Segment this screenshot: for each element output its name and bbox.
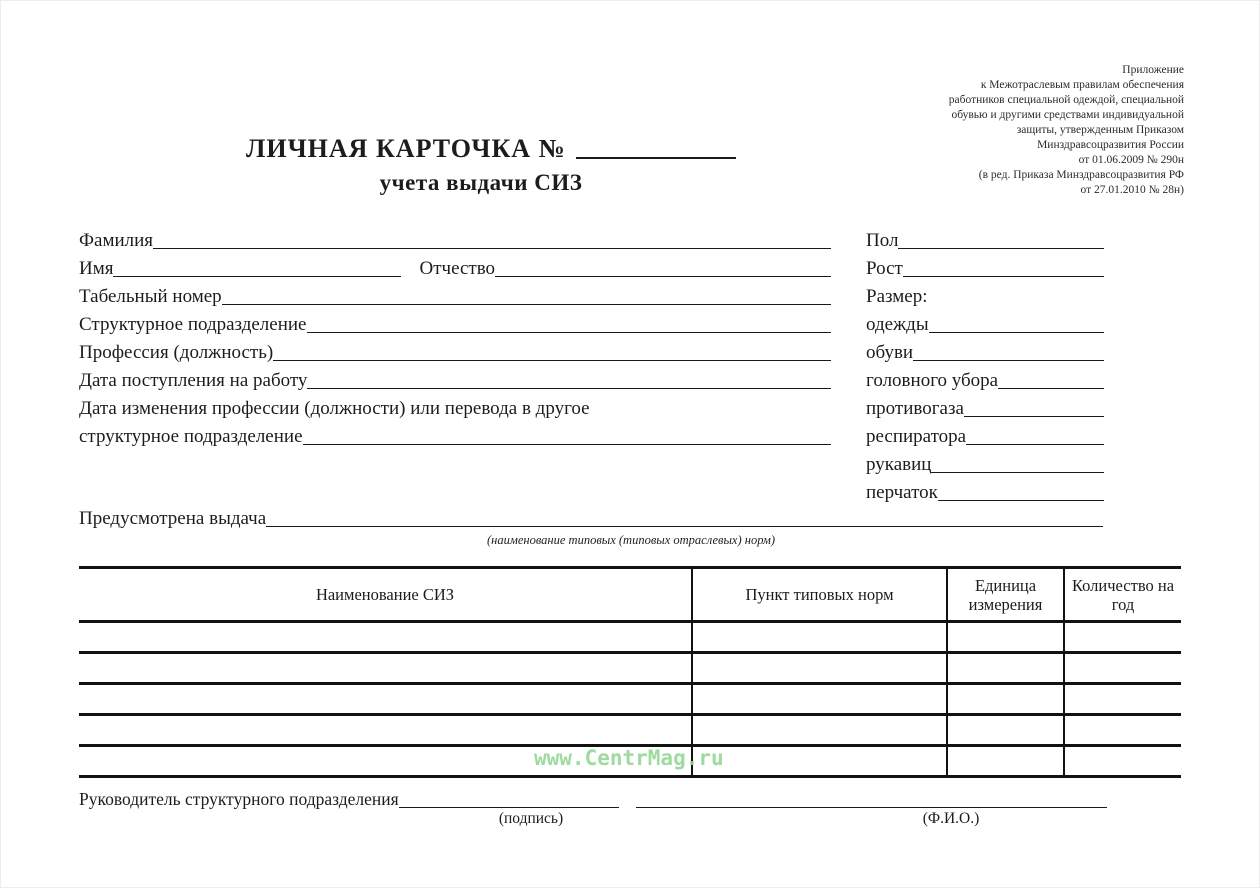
clothing-size-row [866, 311, 1104, 339]
fullname-caption: (Ф.И.О.) [922, 810, 980, 827]
table-cell[interactable] [946, 716, 1063, 744]
table-row [79, 623, 1181, 654]
mittens-size-row [866, 451, 1104, 479]
form-title: ЛИЧНАЯ КАРТОЧКА № [246, 134, 566, 163]
table-cell[interactable] [946, 685, 1063, 713]
table-row [79, 716, 1181, 747]
table-cell[interactable] [691, 654, 946, 682]
fullname-blank[interactable] [636, 802, 1107, 808]
patronymic-label: Отчество [419, 258, 496, 279]
gas-mask-size-label: противогаза [866, 398, 964, 419]
headgear-size-blank[interactable] [998, 383, 1104, 389]
size-header-row [866, 283, 1104, 311]
signature-caption: (подпись) [498, 810, 564, 827]
change-department-blank[interactable] [303, 439, 831, 445]
respirator-size-row [866, 423, 1104, 451]
personnel-number-blank[interactable] [222, 299, 831, 305]
supervisor-label: Руководитель структурного подразделения [79, 789, 399, 809]
issue-row [79, 505, 1103, 533]
change-department-label: структурное подразделение [79, 426, 303, 447]
appendix-reference [824, 63, 1184, 198]
personnel-number-label: Табельный номер [79, 286, 222, 307]
first-name-blank[interactable] [113, 271, 401, 277]
sex-label: Пол [866, 230, 899, 251]
profession-row [79, 339, 831, 367]
title-block [246, 134, 716, 196]
size-header-label: Размер: [866, 286, 928, 307]
department-label: Структурное подразделение [79, 314, 307, 335]
change-date-row [79, 395, 831, 423]
card-number-blank[interactable] [576, 151, 736, 159]
appendix-line: от 01.06.2009 № 290н [1078, 154, 1184, 166]
table-cell[interactable] [946, 654, 1063, 682]
headgear-size-label: головного убора [866, 370, 999, 391]
gloves-size-blank[interactable] [938, 495, 1104, 501]
issue-note: (наименование типовых (типовых отраслевых) норм) [487, 533, 775, 547]
form-subtitle: учета выдачи СИЗ [379, 170, 583, 195]
change-date-label: Дата изменения профессии (должности) или перевода в другое [79, 398, 590, 419]
table-cell[interactable] [1063, 654, 1181, 682]
table-cell[interactable] [946, 623, 1063, 651]
signature-blank[interactable] [399, 802, 619, 808]
hire-date-row [79, 367, 831, 395]
footer-row [79, 785, 1107, 813]
footwear-size-label: обуви [866, 342, 914, 363]
table-cell[interactable] [691, 623, 946, 651]
size-fields [866, 227, 1104, 507]
department-blank[interactable] [307, 327, 832, 333]
gas-mask-size-blank[interactable] [964, 411, 1104, 417]
department-row [79, 311, 831, 339]
employee-fields [79, 227, 831, 451]
table-cell[interactable] [691, 685, 946, 713]
mittens-size-label: рукавиц [866, 454, 932, 475]
table-cell[interactable] [1063, 623, 1181, 651]
table-cell[interactable] [79, 685, 691, 713]
profession-blank[interactable] [273, 355, 831, 361]
gas-mask-size-row [866, 395, 1104, 423]
header-norm-point: Пункт типовых норм [691, 569, 946, 620]
patronymic-blank[interactable] [495, 271, 831, 277]
respirator-size-blank[interactable] [966, 439, 1104, 445]
appendix-line: защиты, утвержденным Приказом [1016, 124, 1184, 136]
issue-label: Предусмотрена выдача [79, 508, 267, 529]
table-cell[interactable] [1063, 716, 1181, 744]
respirator-size-label: респиратора [866, 426, 967, 447]
appendix-line: Приложение [1122, 64, 1184, 76]
appendix-line: (в ред. Приказа Минздравсоцразвития РФ [978, 169, 1184, 181]
sex-blank[interactable] [898, 243, 1104, 249]
appendix-line: от 27.01.2010 № 28н) [1080, 184, 1184, 196]
issue-blank[interactable] [266, 521, 1103, 527]
appendix-line: к Межотраслевым правилам обеспечения [980, 79, 1184, 91]
sex-row [866, 227, 1104, 255]
table-cell[interactable] [1063, 685, 1181, 713]
height-row [866, 255, 1104, 283]
surname-blank[interactable] [153, 243, 831, 249]
gloves-size-row [866, 479, 1104, 507]
watermark: www.CentrMag.ru [534, 746, 724, 770]
footwear-size-blank[interactable] [913, 355, 1104, 361]
clothing-size-blank[interactable] [929, 327, 1104, 333]
appendix-line: работников специальной одеждой, специальной [948, 94, 1184, 106]
header-qty-per-year: Количество на год [1063, 569, 1181, 620]
footwear-size-row [866, 339, 1104, 367]
change-department-row [79, 423, 831, 451]
table-cell[interactable] [79, 623, 691, 651]
surname-row [79, 227, 831, 255]
table-cell[interactable] [79, 654, 691, 682]
table-cell[interactable] [691, 747, 946, 775]
hire-date-label: Дата поступления на работу [79, 370, 308, 391]
surname-label: Фамилия [79, 230, 154, 251]
table-cell[interactable] [946, 747, 1063, 775]
table-header-row [79, 569, 1181, 623]
height-blank[interactable] [903, 271, 1104, 277]
header-unit: Единица измерения [946, 569, 1063, 620]
appendix-line: Минздравсоцразвития России [1037, 139, 1184, 151]
first-name-label: Имя [79, 258, 114, 279]
mittens-size-blank[interactable] [931, 467, 1104, 473]
gloves-size-label: перчаток [866, 482, 938, 503]
clothing-size-label: одежды [866, 314, 929, 335]
height-label: Рост [866, 258, 903, 279]
table-cell[interactable] [79, 716, 691, 744]
header-siz-name: Наименование СИЗ [315, 585, 455, 604]
table-cell[interactable] [691, 716, 946, 744]
table-cell[interactable] [1063, 747, 1181, 775]
name-row [79, 255, 831, 283]
personnel-number-row [79, 283, 831, 311]
headgear-size-row [866, 367, 1104, 395]
profession-label: Профессия (должность) [79, 342, 274, 363]
appendix-line: обувью и другими средствами индивидуальной [951, 109, 1184, 121]
table-row [79, 654, 1181, 685]
hire-date-blank[interactable] [307, 383, 831, 389]
table-row [79, 685, 1181, 716]
